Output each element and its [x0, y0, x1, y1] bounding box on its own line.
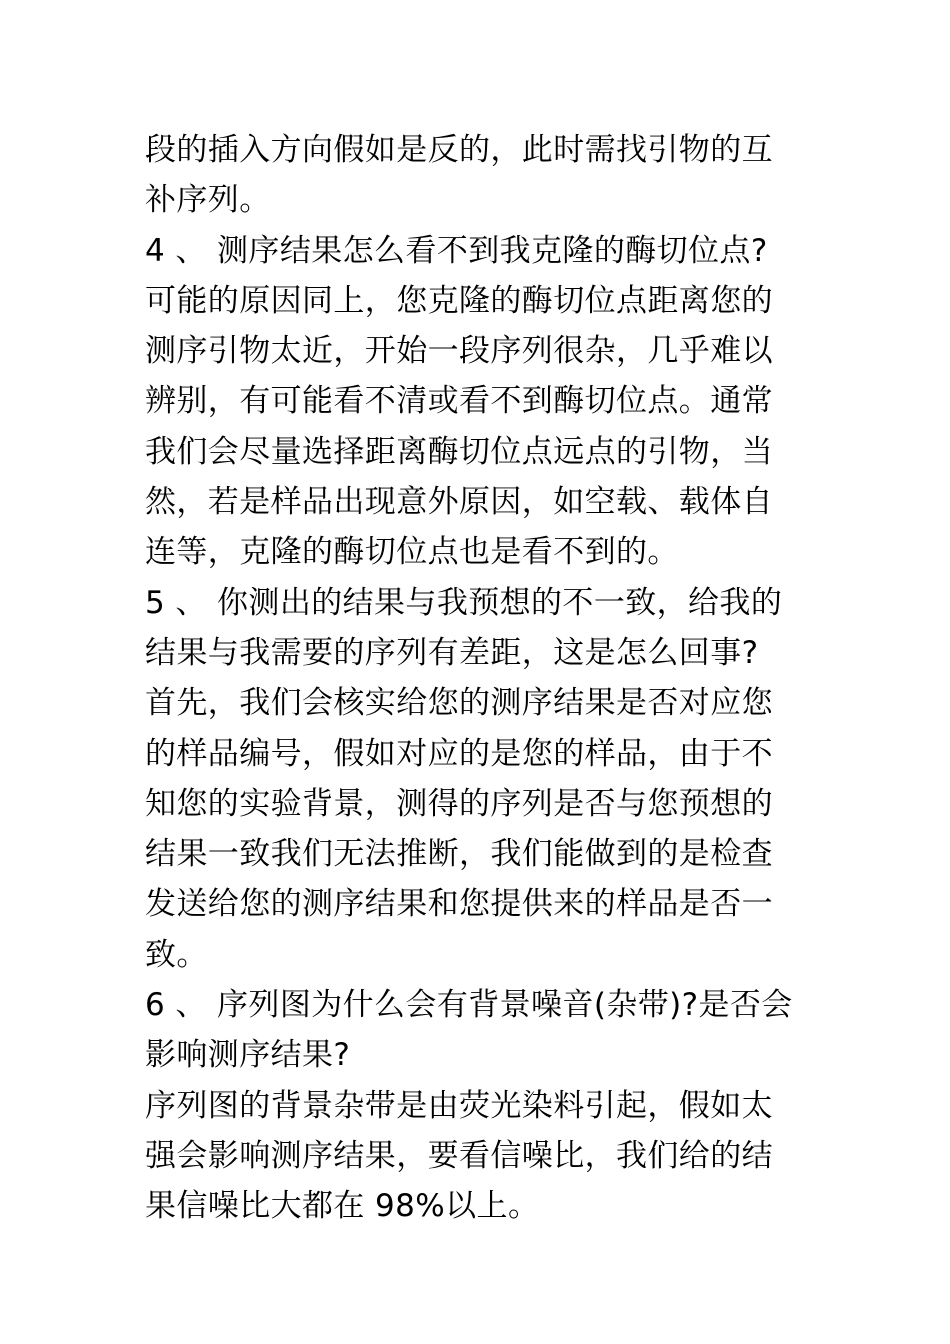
- text-line: 测序引物太近，开始一段序列很杂，几乎难以: [145, 333, 773, 370]
- text-line: 补序列。: [145, 182, 271, 219]
- document-body: [145, 125, 805, 1232]
- text-line: 致。: [145, 936, 208, 973]
- text-line: 知您的实验背景，测得的序列是否与您预想的: [145, 785, 773, 822]
- text-line: 发送给您的测序结果和您提供来的样品是否一: [145, 886, 773, 923]
- question-heading: 结果与我需要的序列有差距，这是怎么回事?: [145, 634, 759, 671]
- text-line: 首先，我们会核实给您的测序结果是否对应您: [145, 685, 773, 722]
- text-line: 的样品编号，假如对应的是您的样品，由于不: [145, 735, 773, 772]
- question-heading: 影响测序结果?: [145, 1037, 351, 1074]
- text-line: 可能的原因同上，您克隆的酶切位点距离您的: [145, 282, 773, 319]
- text-line: 果信噪比大都在 98%以上。: [145, 1188, 540, 1225]
- text-line: 辨别，有可能看不清或看不到酶切位点。通常: [145, 383, 773, 420]
- text-line: 段的插入方向假如是反的，此时需找引物的互: [145, 132, 773, 168]
- text-line: 连等，克隆的酶切位点也是看不到的。: [145, 534, 679, 571]
- text-line: 结果一致我们无法推断，我们能做到的是检查: [145, 836, 773, 873]
- text-line: 我们会尽量选择距离酶切位点远点的引物，当: [145, 433, 773, 470]
- text-line: 然，若是样品出现意外原因，如空载、载体自: [145, 484, 773, 521]
- text-line: 强会影响测序结果，要看信噪比，我们给的结: [145, 1137, 773, 1174]
- question-heading: 5 、 你测出的结果与我预想的不一致，给我的: [145, 584, 783, 621]
- question-heading: 4 、 测序结果怎么看不到我克隆的酶切位点?: [145, 232, 768, 269]
- question-heading: 6 、 序列图为什么会有背景噪音(杂带)?是否会: [145, 987, 793, 1024]
- text-line: 序列图的背景杂带是由荧光染料引起，假如太: [145, 1087, 773, 1124]
